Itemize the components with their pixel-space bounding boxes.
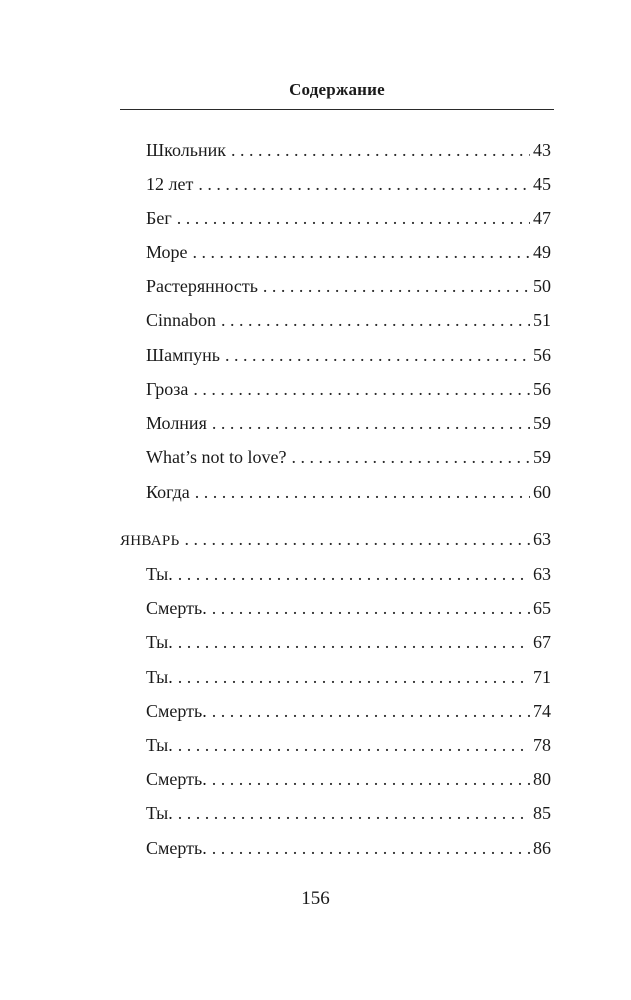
toc-entry-title: Гроза	[146, 379, 189, 399]
toc-entry-title: Море	[146, 242, 188, 262]
dot-leader	[212, 768, 530, 790]
dot-leader	[212, 700, 530, 722]
dot-leader	[193, 378, 530, 400]
toc-entry-title: Школьник	[146, 140, 226, 160]
toc-entry	[146, 837, 551, 859]
dot-leader	[178, 802, 530, 824]
toc-entry-title: Ты.	[146, 564, 173, 584]
toc-entry	[146, 173, 551, 195]
toc-entry-page: 59	[533, 413, 551, 433]
toc-entry	[146, 631, 551, 653]
toc-entry-title: Молния	[146, 413, 207, 433]
toc-entry	[146, 412, 551, 434]
dot-leader	[177, 207, 530, 229]
dot-leader	[178, 631, 530, 653]
dot-leader	[212, 597, 530, 619]
dot-leader	[212, 412, 530, 434]
dot-leader	[212, 837, 530, 859]
dot-leader	[185, 528, 531, 550]
dot-leader	[291, 446, 530, 468]
toc-entry	[146, 207, 551, 229]
toc-entry-title: Ты.	[146, 735, 173, 755]
toc-entry-page: 43	[533, 140, 551, 160]
toc-entry-page: 56	[533, 379, 551, 399]
toc-entry-title: Смерть.	[146, 701, 207, 721]
dot-leader	[193, 241, 530, 263]
toc-entry-page: 65	[533, 598, 551, 618]
toc-entry-page: 45	[533, 174, 551, 194]
dot-leader	[178, 563, 530, 585]
toc-entry-page: 60	[533, 482, 551, 502]
toc-entry	[146, 700, 551, 722]
toc-entry-page: 86	[533, 838, 551, 858]
toc-entry	[146, 481, 551, 503]
toc-entry-page: 74	[533, 701, 551, 721]
dot-leader	[225, 344, 530, 366]
toc-entry	[146, 734, 551, 756]
toc-entry-page: 71	[533, 667, 551, 687]
toc-entry-title: 12 лет	[146, 174, 194, 194]
toc-entry-page: 50	[533, 276, 551, 296]
dot-leader	[263, 275, 530, 297]
toc-entry	[146, 241, 551, 263]
dot-leader	[178, 666, 530, 688]
toc-entry	[146, 597, 551, 619]
dot-leader	[195, 481, 530, 503]
toc-entry-title: Бег	[146, 208, 172, 228]
toc-entry-page: 59	[533, 447, 551, 467]
toc-entry	[146, 378, 551, 400]
toc-entry-page: 67	[533, 632, 551, 652]
toc-entry-title: Растерянность	[146, 276, 258, 296]
dot-leader	[178, 734, 530, 756]
toc-entry-title: ЯНВАРЬ	[120, 533, 180, 549]
page-number: 156	[301, 888, 330, 909]
toc-entry-title: Ты.	[146, 632, 173, 652]
toc-entry	[146, 344, 551, 366]
toc-entry-title: Шампунь	[146, 345, 221, 365]
toc-section-heading	[120, 528, 551, 552]
toc-entry	[146, 802, 551, 824]
running-head-title: Содержание	[289, 80, 385, 99]
toc-entry-page: 85	[533, 803, 551, 823]
toc-entry-page: 63	[533, 564, 551, 584]
toc-entry-title: Ты.	[146, 803, 173, 823]
dot-leader	[231, 139, 530, 161]
toc-entry-page: 80	[533, 769, 551, 789]
toc-entry-page: 56	[533, 345, 551, 365]
toc-entry-page: 51	[533, 310, 551, 330]
dot-leader	[221, 309, 530, 331]
toc-entry-title: Ты.	[146, 667, 173, 687]
toc-entry	[146, 275, 551, 297]
toc-entry	[146, 666, 551, 688]
toc-entry-page: 78	[533, 735, 551, 755]
toc-entry-title: Cinnabon	[146, 310, 216, 330]
toc-entry-title: Когда	[146, 482, 190, 502]
toc-entry	[146, 446, 551, 468]
toc-entry-title: Смерть.	[146, 838, 207, 858]
toc-entry-title: Смерть.	[146, 598, 207, 618]
toc-entry-page: 47	[533, 208, 551, 228]
toc-entry-title: Смерть.	[146, 769, 207, 789]
toc-entry	[146, 139, 551, 161]
toc-entry-title: What’s not to love?	[146, 447, 287, 467]
toc-entry	[146, 768, 551, 790]
toc-entry-page: 49	[533, 242, 551, 262]
toc-entry	[146, 563, 551, 585]
dot-leader	[198, 173, 530, 195]
toc-entry	[146, 309, 551, 331]
toc-entry-page: 63	[533, 529, 551, 549]
